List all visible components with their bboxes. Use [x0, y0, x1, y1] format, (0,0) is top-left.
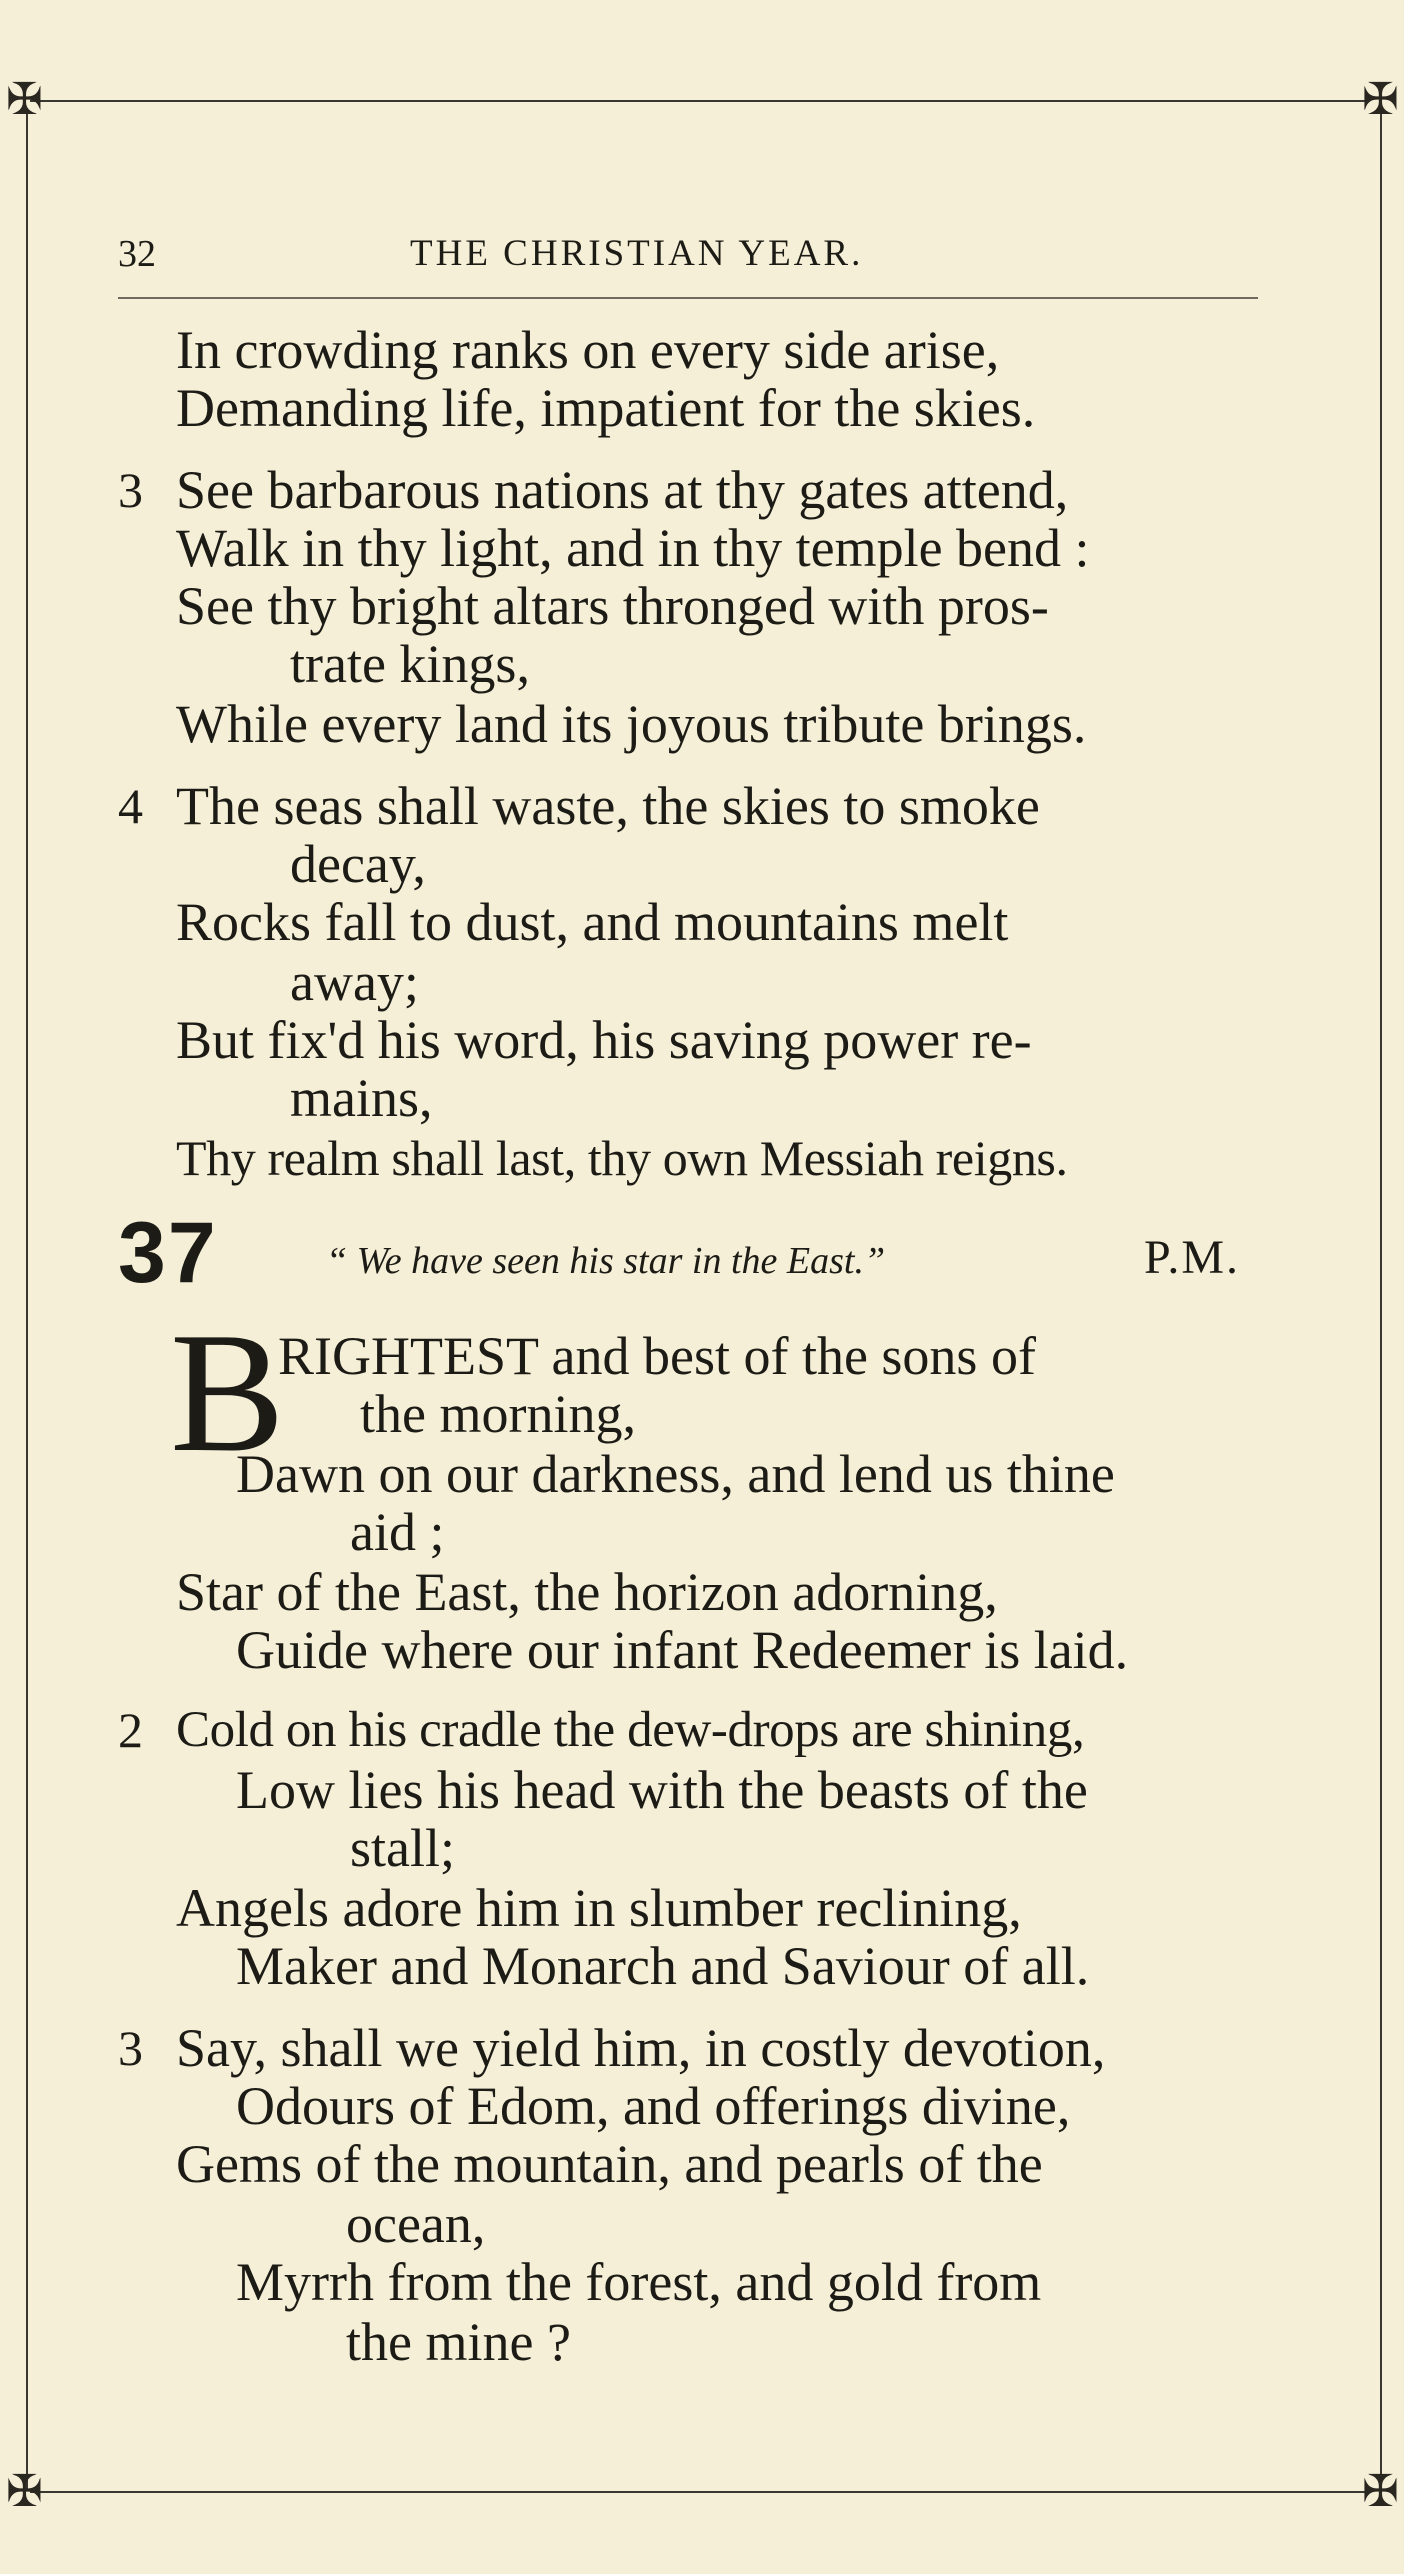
page-number: 32 — [118, 233, 156, 275]
text-line: Rocks fall to dust, and mountains melt — [176, 892, 1009, 952]
hymn-number: 37 — [118, 1205, 218, 1301]
book-title: THE CHRISTIAN YEAR. — [410, 233, 864, 274]
running-head — [118, 232, 1258, 288]
top-right-cross-icon: ✠ — [1362, 74, 1399, 125]
text-line: But fix'd his word, his saving power re- — [176, 1010, 1032, 1070]
text-line: Star of the East, the horizon adorning, — [176, 1562, 998, 1622]
text-line: In crowding ranks on every side arise, — [176, 320, 1000, 380]
bottom-left-cross-icon: ✠ — [6, 2466, 43, 2517]
verse-number: 3 — [118, 462, 143, 518]
text-line: away; — [290, 952, 419, 1012]
top-border-rule — [30, 100, 1370, 102]
hymn-epigraph: “ We have seen his star in the East.” — [326, 1240, 886, 1282]
bottom-border-rule — [30, 2491, 1370, 2493]
verse-number: 3 — [118, 2020, 143, 2076]
head-rule — [118, 297, 1258, 299]
verse-number: 4 — [118, 778, 143, 834]
top-left-cross-icon: ✠ — [6, 74, 43, 125]
text-line: ocean, — [346, 2194, 486, 2254]
text-line: Say, shall we yield him, in costly devotion, — [176, 2018, 1106, 2078]
text-line: Cold on his cradle the dew-drops are shining, — [176, 1702, 1085, 1758]
text-line: aid ; — [350, 1502, 445, 1562]
right-border-rule — [1380, 110, 1382, 2490]
text-line: stall; — [350, 1818, 455, 1878]
text-line: See thy bright altars thronged with pros- — [176, 576, 1049, 636]
text-line: Low lies his head with the beasts of the — [236, 1760, 1088, 1820]
text-line: Demanding life, impatient for the skies. — [176, 378, 1036, 438]
text-line: the morning, — [360, 1384, 636, 1444]
text-line: decay, — [290, 834, 426, 894]
drop-cap: B — [170, 1298, 285, 1488]
text-line: mains, — [290, 1068, 433, 1128]
text-line: Odours of Edom, and offerings divine, — [236, 2076, 1071, 2136]
bottom-right-cross-icon: ✠ — [1362, 2466, 1399, 2517]
text-line: Angels adore him in slumber reclining, — [176, 1878, 1022, 1938]
left-border-rule — [26, 110, 28, 2490]
text-line: Walk in thy light, and in thy temple bend : — [176, 518, 1090, 578]
text-line: the mine ? — [346, 2312, 571, 2372]
text-line: The seas shall waste, the skies to smoke — [176, 776, 1040, 836]
text-line: Guide where our infant Redeemer is laid. — [236, 1620, 1129, 1680]
text-line: While every land its joyous tribute brings. — [176, 694, 1087, 754]
text-line: Thy realm shall last, thy own Messiah reigns. — [176, 1130, 1068, 1186]
text-line: Myrrh from the forest, and gold from — [236, 2252, 1042, 2312]
text-line: Dawn on our darkness, and lend us thine — [236, 1444, 1115, 1504]
verse-number: 2 — [118, 1702, 143, 1758]
text-line: Gems of the mountain, and pearls of the — [176, 2134, 1043, 2194]
text-line: See barbarous nations at thy gates attend, — [176, 460, 1069, 520]
text-line: RIGHTEST and best of the sons of — [278, 1326, 1036, 1386]
text-line: trate kings, — [290, 634, 530, 694]
hymn-meter: P.M. — [1144, 1231, 1241, 1284]
text-line: Maker and Monarch and Saviour of all. — [236, 1936, 1090, 1996]
